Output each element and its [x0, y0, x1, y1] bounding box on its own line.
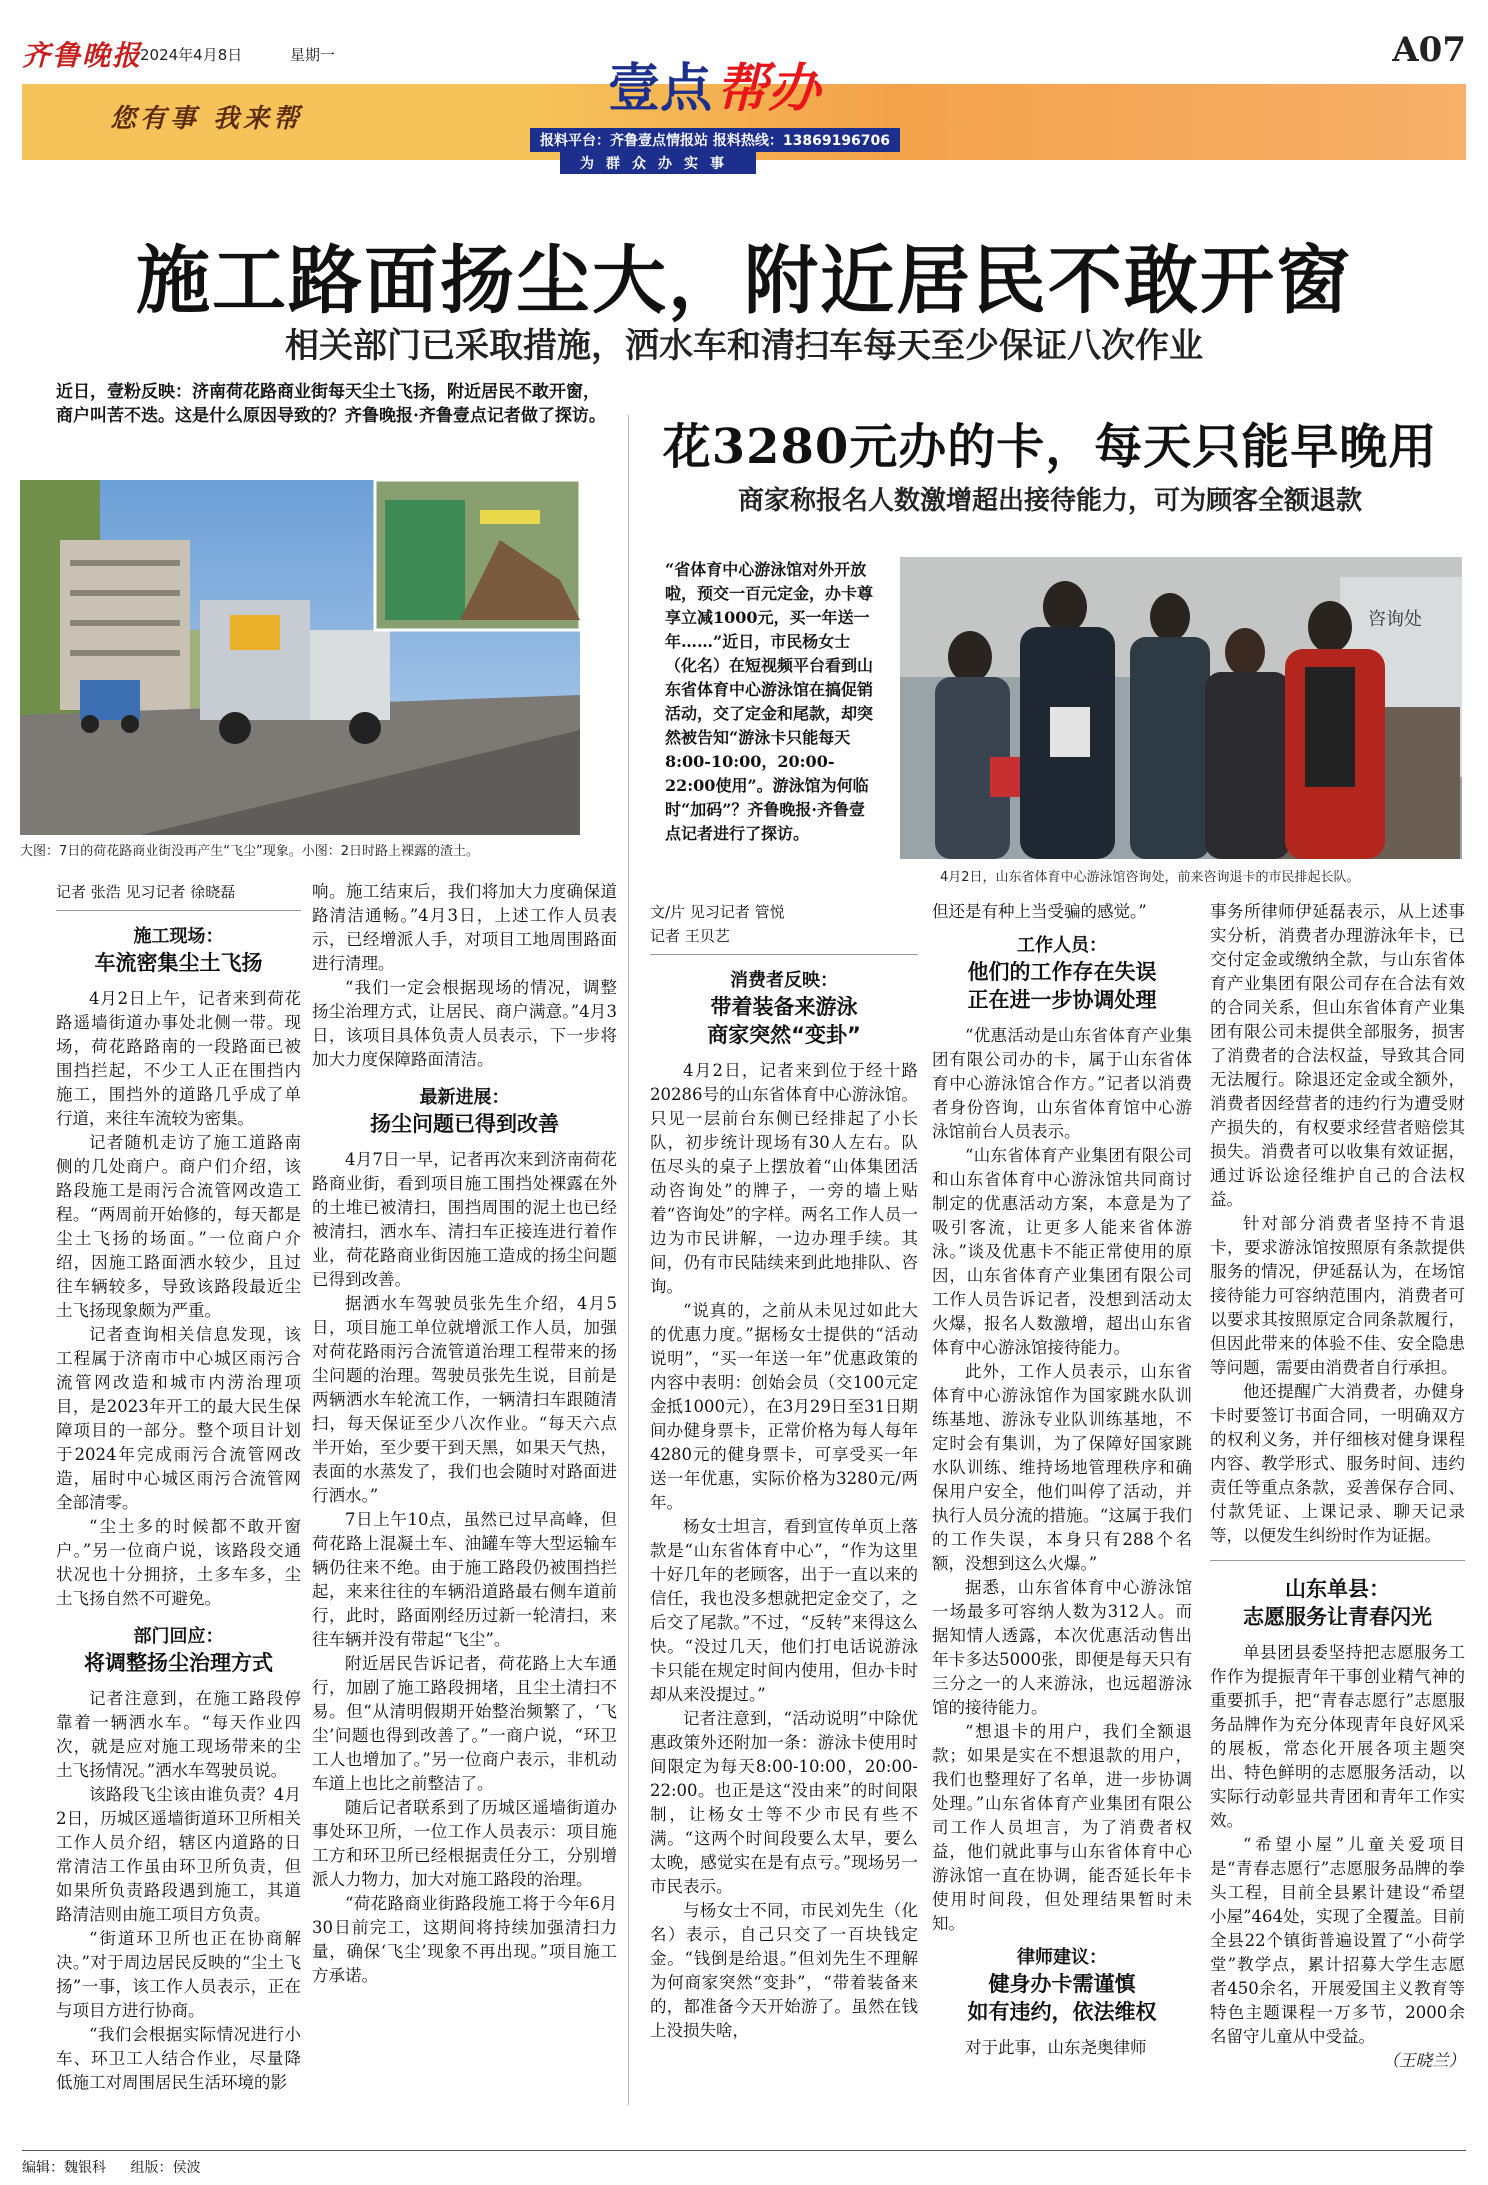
story1-sec3-title: 扬尘问题已得到改善	[370, 1112, 559, 1136]
sidebar-title: 山东单县： 志愿服务让青春闪光	[1243, 1577, 1432, 1629]
story1-headline: 施工路面扬尘大，附近居民不敢开窗	[136, 238, 1352, 324]
paragraph: 记者注意到，在施工路段停靠着一辆洒水车。“每天作业四次，就是应对施工现场带来的尘土飞扬情况。”洒水车驾驶员说。	[56, 1689, 301, 1780]
paragraph: “希望小屋”儿童关爱项目是“青春志愿行”志愿服务品牌的拳头工程，目前全县累计建设“希望小屋”464处，实现了全覆盖。目前全县22个镇街普遍设置了“小荷学堂”教学点，累计招募大学生志愿者450余名，开展爱国主义教育等特色主题课程一万多节，2000余名留守儿童从中受益。	[1210, 1835, 1465, 2046]
paragraph: 但还是有种上当受骗的感觉。”	[932, 902, 1147, 921]
paragraph: 该路段飞尘该由谁负责？4月2日，历城区遥墙街道环卫所相关工作人员介绍，辖区内道路的日常清洁工作虽由环卫所负责，但如果所负责路段遇到施工，其道路清洁则由施工项目方负责。	[56, 1785, 301, 1924]
issue-date: 2024年4月8日	[140, 46, 243, 64]
paragraph: “街道环卫所也正在协商解决。”对于周边居民反映的“尘土飞扬”一事，该工作人员表示，正在与项目方进行协商。	[56, 1929, 301, 2020]
newspaper-logo: 齐鲁晚报	[22, 39, 143, 72]
issue-weekday: 星期一	[290, 46, 336, 64]
paragraph: 针对部分消费者坚持不肯退卡，要求游泳馆按照原有条款提供服务的情况，伊延磊认为，在场馆接待能力可容纳范围内，消费者可以要求其按照原定合同条款履行，但因此带来的体验不佳、安全隐患等问题，需要由消费者自行承担。	[1210, 1214, 1465, 1377]
section-slogan: 您有事 我来帮	[110, 104, 304, 134]
story2-sec2-kicker: 工作人员：	[1017, 935, 1107, 956]
story2-byline1: 文/片 见习记者 管悦	[650, 903, 785, 921]
paragraph: 记者查询相关信息发现，该工程属于济南市中心城区雨污合流管网改造和城市内涝治理项目，是2023年开工的最大民生保障项目的一部分。整个项目计划于2024年完成雨污合流管网改造，届时中心城区雨污合流管网全部清零。	[56, 1325, 301, 1512]
paragraph: 据洒水车驾驶员张先生介绍，4月5日，项目施工单位就增派工作人员，加强对荷花路雨污合流管道治理工程带来的扬尘问题的治理。驾驶员张先生说，目前是两辆洒水车轮流工作，一辆清扫车跟随清扫，每天保证至少八次作业。“每天六点半开始，至少要干到天黑，如果天气热，表面的水蒸发了，我们也会随时对路面进行洒水。”	[312, 1294, 617, 1505]
paragraph: 附近居民告诉记者，荷花路上大车通行，加剧了施工路段拥堵，且尘土清扫不易。但“从清明假期开始整治频繁了，‘飞尘’问题也得到改善了。”一商户说，“环卫工人也增加了。”另一位商户表示，非机动车道上也比之前整洁了。	[312, 1654, 617, 1793]
story1-column2	[312, 880, 617, 1988]
paragraph: 单县团县委坚持把志愿服务工作作为提振青年干事创业精气神的重要抓手，把“青春志愿行”志愿服务品牌作为充分体现青年良好风采的展板，常态化开展各项主题突出、特色鲜明的志愿服务活动，以实际行动彰显共青团和青年工作实效。	[1210, 1643, 1465, 1830]
paragraph: “尘土多的时候都不敢开窗户。”另一位商户说，该路段交通状况也十分拥挤，土多车多，尘土飞扬自然不可避免。	[56, 1517, 301, 1608]
paragraph: “我们一定会根据现场的情况，调整扬尘治理方式，让居民、商户满意。”4月3日，该项目具体负责人员表示，下一步将加大力度保障路面清洁。	[312, 978, 617, 1069]
story2-sec2-title: 他们的工作存在失误 正在进一步协调处理	[967, 960, 1157, 1012]
story2-sec3-kicker: 律师建议：	[1017, 1947, 1107, 1968]
paragraph: 事务所律师伊延磊表示，从上述事实分析，消费者办理游泳年卡，已交付定金或缴纳全款，与山东省体育产业集团有限公司存在合法有效的合同关系，但山东省体育产业集团有限公司未提供全部服务，损害了消费者的合法权益，导致其合同无法履行。除退还定金或全额外，消费者因经营者的违约行为遭受财产损失的，有权要求经营者赔偿其损失。消费者可以收集有效证据，通过诉讼途径维护自己的合法权益。	[1210, 902, 1465, 1209]
story2-photo-caption: 4月2日，山东省体育中心游泳馆咨询处，前来咨询退卡的市民排起长队。	[940, 870, 1360, 885]
editor-credit: 编辑：魏银科	[22, 2160, 106, 2176]
paragraph: 4月2日，记者来到位于经十路20286号的山东省体育中心游泳馆。只见一层前台东侧已经排起了小长队，初步统计现场有30人左右。队伍尽头的桌子上摆放着“山体集团活动咨询处”的牌子，一旁的墙上贴着“咨询处”的字样。两名工作人员一边为市民讲解，一边办理手续。其间，仍有市民陆续来到此地排队、咨询。	[650, 1061, 918, 1296]
layout-credit: 组版：侯波	[130, 2160, 201, 2176]
paragraph: 他还提醒广大消费者，办健身卡时要签订书面合同，一明确双方的权利义务，并仔细核对健身课程内容、教学形式、服务时间、违约责任等重点条款，妥善保存合同、付款凭证、上课记录、聊天记录等，以便发生纠纷时作为证据。	[1210, 1382, 1465, 1545]
story1-byline: 记者 张浩 见习记者 徐晓磊	[56, 880, 301, 911]
paragraph: 4月7日一早，记者再次来到济南荷花路商业街，看到项目施工围挡处裸露在外的土堆已被清扫，围挡周围的泥土也已经被清扫，洒水车、清扫车正接连进行着作业，荷花路商业街因施工造成的扬尘问题已得到改善。	[312, 1150, 617, 1289]
story1-sec1-kicker: 施工现场：	[133, 926, 224, 947]
paragraph: 4月2日上午，记者来到荷花路遥墙街道办事处北侧一带。现场，荷花路路南的一段路面已被围挡拦起，不少工人正在围挡内施工，围挡外的道路几乎成了单行道，来往车流较为密集。	[56, 989, 301, 1128]
story2-column3	[1210, 900, 1465, 2073]
paragraph: 记者注意到，“活动说明”中除优惠政策外还附加一条：游泳卡使用时间限定为每天8:00-10:00，20:00-22:00。也正是这“没由来”的时间限制，让杨女士等不少市民有些不满。“这两个时间段要么太早，要么太晚，感觉实在是有点亏。”现场另一市民表示。	[650, 1709, 918, 1896]
story2-lead: “省体育中心游泳馆对外开放啦，预交一百元定金，办卡尊享立减1000元，买一年送一年……”近日，市民杨女士（化名）在短视频平台看到山东省体育中心游泳馆在搞促销活动，交了定金和尾款，却突然被告知“游泳卡只能每天8:00-10:00，20:00-22:00使用”。游泳馆为何临时“加码”？齐鲁晚报·齐鲁壹点记者进行了探访。	[665, 560, 874, 843]
brand-part1: 壹点	[608, 58, 713, 119]
story1-sec3-kicker: 最新进展：	[419, 1087, 510, 1108]
story1-lead: 近日，壹粉反映：济南荷花路商业街每天尘土飞扬，附近居民不敢开窗，商户叫苦不迭。这是什么原因导致的？齐鲁晚报·齐鲁壹点记者做了探访。	[56, 382, 606, 426]
story2-sec1-kicker: 消费者反映：	[730, 970, 838, 991]
masthead	[0, 0, 1488, 170]
paragraph: “我们会根据实际情况进行小车、环卫工人结合作业，尽量降低施工对周围居民生活环境的影	[56, 2025, 301, 2092]
paragraph: 响。施工结束后，我们将加大力度确保道路清洁通畅。”4月3日，上述工作人员表示，已经增派人手，对项目工地周围路面进行清理。	[312, 882, 617, 973]
column-divider	[628, 415, 629, 2105]
paragraph: “山东省体育产业集团有限公司和山东省体育中心游泳馆共同商讨制定的优惠活动方案，本意是为了吸引客流，让更多人能来省体游泳。”谈及优惠卡不能正常使用的原因，山东省体育产业集团有限公司工作人员告诉记者，没想到活动太火爆，报名人数激增，超出山东省体育中心游泳馆接待能力。	[932, 1146, 1192, 1357]
story2-sec3-title: 健身办卡需谨慎 如有违约，依法维权	[967, 1972, 1157, 2024]
paragraph: “想退卡的用户，我们全额退款；如果是实在不想退款的用户，我们也整理好了名单，进一步协调处理。”山东省体育产业集团有限公司工作人员坦言，为了消费者权益，他们就此事与山东省体育中心游泳馆一直在协调，能否延长年卡使用时间段，但处理结果暂时未知。	[932, 1722, 1192, 1933]
story1-subheadline: 相关部门已采取措施，洒水车和清扫车每天至少保证八次作业	[285, 326, 1203, 366]
page-footer	[22, 2150, 1466, 2177]
story2-column1	[650, 900, 918, 2043]
story1-sec1-title: 车流密集尘土飞扬	[94, 951, 263, 975]
story2-sec1-title: 带着装备来游泳 商家突然“变卦”	[707, 995, 861, 1047]
page-number: A07	[1392, 30, 1466, 70]
story2-column2	[932, 900, 1192, 2060]
sidebar-brief	[1210, 1560, 1465, 2073]
story1-photo	[20, 480, 580, 835]
queue-photo-image	[900, 557, 1462, 859]
paragraph: 与杨女士不同，市民刘先生（化名）表示，自己只交了一百块钱定金。“钱倒是给退。”但刘先生不理解为何商家突然“变卦”，“带着装备来的，都准备今天开始游了。虽然在钱上没损失啥，	[650, 1901, 918, 2040]
paragraph: “荷花路商业街路段施工将于今年6月30日前完工，这期间将持续加强清扫力量，确保‘飞尘’现象不再出现。”项目施工方承诺。	[312, 1894, 617, 1985]
photo-sign-text: 咨询处	[1368, 609, 1422, 630]
section-motto: 为群众办实事	[560, 152, 756, 174]
brand-part2: 帮办	[716, 58, 821, 119]
paragraph: 此外，工作人员表示，山东省体育中心游泳馆作为国家跳水队训练基地、游泳专业队训练基地，不定时会有集训，为了保障好国家跳水队训练、维持场地管理秩序和确保用户安全，他们叫停了活动，并执行人员分流的措施。“这属于我们的工作失误，本身只有288个名额，没想到这么火爆。”	[932, 1362, 1192, 1573]
sidebar-author: （王晓兰）	[1382, 2051, 1465, 2070]
story2-subheadline: 商家称报名人数激增超出接待能力，可为顾客全额退款	[737, 486, 1362, 516]
paragraph: 随后记者联系到了历城区遥墙街道办事处环卫所，一位工作人员表示：项目施工方和环卫所已经根据责任分工，分别增派人力物力，加大对施工路段的治理。	[312, 1798, 617, 1889]
paragraph: 杨女士坦言，看到宣传单页上落款是“山东省体育中心”，“作为这里十好几年的老顾客，出于一直以来的信任，我也没多想就把定金交了，之后交了尾款。”不过，“反转”来得这么快。“没过几天，他们打电话说游泳卡只能在规定时间内使用，但办卡时却从来没提过。”	[650, 1517, 918, 1704]
paragraph: 7日上午10点，虽然已过早高峰，但荷花路上混凝土车、油罐车等大型运输车辆仍往来不绝。由于施工路段仍被围挡拦起，来来往往的车辆沿道路最右侧车道前行，此时，路面刚经历过新一轮清扫，来往车辆并没有带起“飞尘”。	[312, 1510, 617, 1649]
street-photo-image	[20, 480, 580, 835]
story1-column1	[56, 880, 301, 2095]
paragraph: 对于此事，山东尧奥律师	[965, 2038, 1147, 2057]
story2-byline2: 记者 王贝艺	[650, 924, 918, 955]
hotline-info: 报料平台：齐鲁壹点情报站 报料热线：13869196706	[530, 128, 900, 152]
paragraph: 据悉，山东省体育中心游泳馆一场最多可容纳人数为312人。而据知情人透露，本次优惠活动售出年卡多达5000张，即便是每天只有三分之一的人来游泳，也远超游泳馆的接待能力。	[932, 1578, 1192, 1717]
story1-sec2-kicker: 部门回应：	[133, 1626, 224, 1647]
paragraph: “说真的，之前从未见过如此大的优惠力度。”据杨女士提供的“活动说明”，“买一年送一年”优惠政策的内容中表明：创始会员（交100元定金抵1000元），在3月29日至31日期间办健身票卡，正常价格为每人每年4280元的健身票卡，可享受买一年送一年优惠，实际价格为3280元/两年。	[650, 1301, 918, 1512]
paragraph: “优惠活动是山东省体育产业集团有限公司办的卡，属于山东省体育中心游泳馆合作方。”记者以消费者身份咨询，山东省体育馆中心游泳馆前台人员表示。	[932, 1026, 1192, 1141]
story2-headline: 花3280元办的卡，每天只能早晚用	[662, 419, 1438, 475]
story1-photo-caption: 大图：7日的荷花路商业街没再产生“飞尘”现象。小图：2日时路上裸露的渣土。	[20, 844, 480, 859]
paragraph: 记者随机走访了施工道路南侧的几处商户。商户们介绍，该路段施工是雨污合流管网改造工程。“两周前开始修的，每天都是尘土飞扬的场面。”一位商户介绍，因施工路面洒水较少，且过往车辆较多，导致该路段最近尘土飞扬现象颇为严重。	[56, 1133, 301, 1320]
story1-sec2-title: 将调整扬尘治理方式	[84, 1651, 273, 1675]
story2-photo	[900, 557, 1462, 859]
section-brand	[608, 48, 820, 118]
